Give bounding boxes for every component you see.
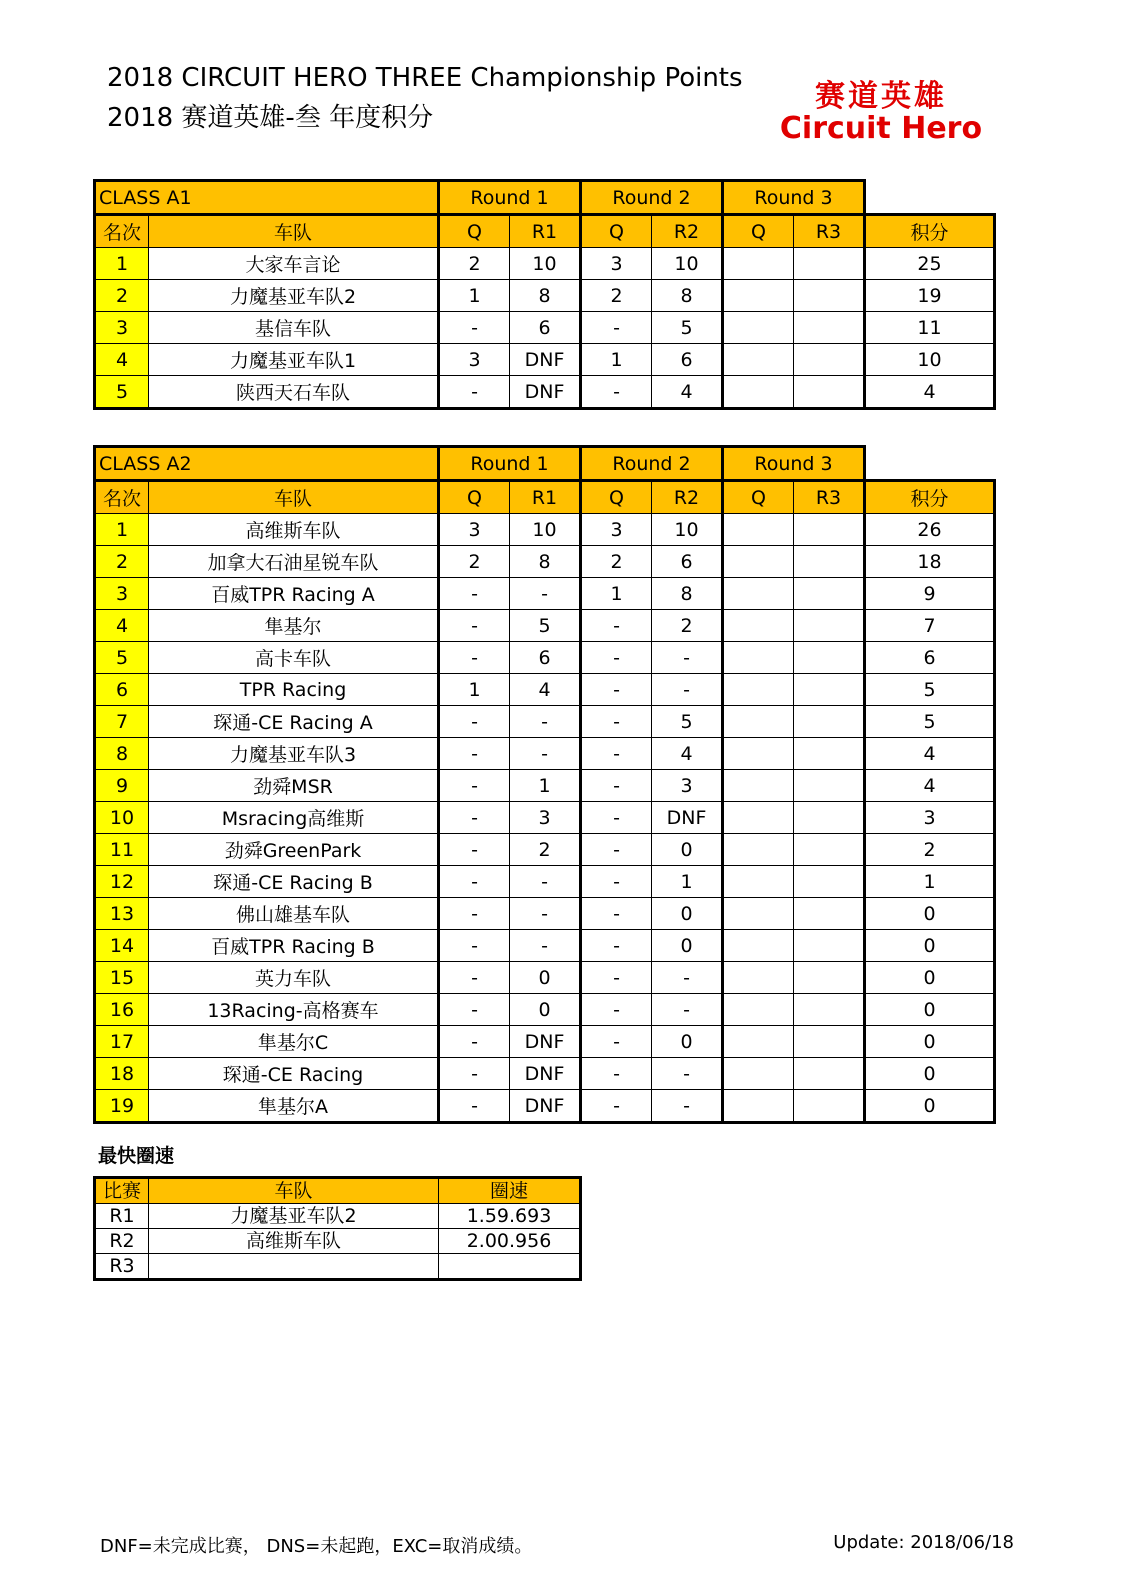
- round1-q-cell: -: [439, 738, 510, 770]
- round2-q-cell: 3: [581, 248, 652, 280]
- race-cell: R1: [95, 1204, 149, 1229]
- team-cell: TPR Racing: [149, 674, 439, 706]
- round1-q-cell: -: [439, 770, 510, 802]
- logo-text-cn: 赛道英雄: [815, 79, 947, 114]
- standings-row: [95, 738, 995, 770]
- class-a2-table: [93, 445, 996, 1124]
- pos-cell: 6: [95, 674, 149, 706]
- standings-row: [95, 1090, 995, 1123]
- round1-r-cell: DNF: [510, 1026, 581, 1058]
- team-cell: 隼基尔C: [149, 1026, 439, 1058]
- round3-q-cell: [723, 1058, 794, 1090]
- page-title: 2018 CIRCUIT HERO THREE Championship Points: [107, 63, 743, 93]
- round3-q-cell: [723, 280, 794, 312]
- round2-r-cell: -: [652, 674, 723, 706]
- round2-r-cell: 0: [652, 1026, 723, 1058]
- q-header: Q: [439, 215, 510, 248]
- race-cell: R2: [95, 1229, 149, 1254]
- team-cell: 加拿大石油星锐车队: [149, 546, 439, 578]
- points-cell: 5: [865, 706, 995, 738]
- round2-q-cell: -: [581, 706, 652, 738]
- round2-q-cell: -: [581, 898, 652, 930]
- standings-row: [95, 312, 995, 344]
- round3-r-cell: [794, 898, 865, 930]
- round1-r-cell: DNF: [510, 1058, 581, 1090]
- round2-q-cell: -: [581, 312, 652, 344]
- round2-r-cell: -: [652, 1090, 723, 1123]
- round3-q-cell: [723, 962, 794, 994]
- round1-q-cell: -: [439, 930, 510, 962]
- round1-r-cell: 4: [510, 674, 581, 706]
- race-cell: R3: [95, 1254, 149, 1280]
- team-cell: Msracing高维斯: [149, 802, 439, 834]
- round2-r-cell: 4: [652, 376, 723, 409]
- round3-r-cell: [794, 248, 865, 280]
- round2-r-cell: -: [652, 994, 723, 1026]
- round1-header: Round 1: [439, 447, 581, 481]
- points-cell: 0: [865, 898, 995, 930]
- round2-r-cell: 0: [652, 930, 723, 962]
- points-cell: 0: [865, 994, 995, 1026]
- r3-header: R3: [794, 481, 865, 514]
- team-cell: 琛通-CE Racing A: [149, 706, 439, 738]
- points-cell: 0: [865, 962, 995, 994]
- standings-row: [95, 834, 995, 866]
- round2-r-cell: 6: [652, 344, 723, 376]
- team-cell: 琛通-CE Racing: [149, 1058, 439, 1090]
- pos-cell: 11: [95, 834, 149, 866]
- round2-q-cell: 1: [581, 344, 652, 376]
- round1-q-cell: -: [439, 312, 510, 344]
- r2-header: R2: [652, 215, 723, 248]
- round2-r-cell: 2: [652, 610, 723, 642]
- team-cell: 隼基尔: [149, 610, 439, 642]
- team-cell: 百威TPR Racing B: [149, 930, 439, 962]
- round3-q-cell: [723, 994, 794, 1026]
- round1-q-cell: -: [439, 802, 510, 834]
- r1-header: R1: [510, 215, 581, 248]
- points-header: 积分: [865, 215, 995, 248]
- round1-q-cell: -: [439, 898, 510, 930]
- fastest-lap-row: [95, 1229, 581, 1254]
- round1-r-cell: 1: [510, 770, 581, 802]
- round2-q-cell: 3: [581, 514, 652, 546]
- round1-q-cell: -: [439, 834, 510, 866]
- round1-r-cell: DNF: [510, 344, 581, 376]
- standings-row: [95, 578, 995, 610]
- round1-q-cell: -: [439, 962, 510, 994]
- round1-r-cell: 6: [510, 312, 581, 344]
- round1-q-cell: -: [439, 706, 510, 738]
- team-header: 车队: [149, 1178, 439, 1204]
- class-a2-column-header: [95, 481, 995, 514]
- round2-r-cell: -: [652, 1058, 723, 1090]
- round2-q-cell: -: [581, 770, 652, 802]
- round1-r-cell: -: [510, 866, 581, 898]
- round2-r-cell: 3: [652, 770, 723, 802]
- round1-q-cell: 3: [439, 344, 510, 376]
- round2-r-cell: 5: [652, 312, 723, 344]
- team-cell: 力魔基亚车队2: [149, 1204, 439, 1229]
- round1-r-cell: -: [510, 898, 581, 930]
- round1-r-cell: 8: [510, 280, 581, 312]
- round3-q-cell: [723, 802, 794, 834]
- round3-r-cell: [794, 994, 865, 1026]
- round2-q-cell: -: [581, 866, 652, 898]
- pos-cell: 4: [95, 610, 149, 642]
- pos-cell: 3: [95, 578, 149, 610]
- round1-r-cell: -: [510, 706, 581, 738]
- blank-cell: [865, 447, 995, 481]
- round2-header: Round 2: [581, 447, 723, 481]
- round3-r-cell: [794, 642, 865, 674]
- round2-r-cell: 5: [652, 706, 723, 738]
- round3-q-cell: [723, 376, 794, 409]
- team-cell: 英力车队: [149, 962, 439, 994]
- round2-q-cell: -: [581, 1058, 652, 1090]
- lap-header: 圈速: [439, 1178, 581, 1204]
- q-header: Q: [723, 481, 794, 514]
- round1-r-cell: 2: [510, 834, 581, 866]
- team-cell: 大家车言论: [149, 248, 439, 280]
- pos-cell: 4: [95, 344, 149, 376]
- lap-cell: 1.59.693: [439, 1204, 581, 1229]
- round3-q-cell: [723, 834, 794, 866]
- round2-r-cell: 6: [652, 546, 723, 578]
- pos-cell: 5: [95, 642, 149, 674]
- round3-header: Round 3: [723, 447, 865, 481]
- points-header: 积分: [865, 481, 995, 514]
- pos-cell: 17: [95, 1026, 149, 1058]
- q-header: Q: [723, 215, 794, 248]
- points-cell: 10: [865, 344, 995, 376]
- points-cell: 26: [865, 514, 995, 546]
- round2-r-cell: 0: [652, 834, 723, 866]
- round3-r-cell: [794, 706, 865, 738]
- class-a1-label: CLASS A1: [95, 181, 439, 215]
- fastest-lap-row: [95, 1254, 581, 1280]
- standings-row: [95, 930, 995, 962]
- standings-row: [95, 1058, 995, 1090]
- standings-row: [95, 962, 995, 994]
- standings-row: [95, 994, 995, 1026]
- class-a2-label: CLASS A2: [95, 447, 439, 481]
- round1-r-cell: 10: [510, 514, 581, 546]
- round3-q-cell: [723, 706, 794, 738]
- points-cell: 0: [865, 1058, 995, 1090]
- q-header: Q: [581, 481, 652, 514]
- round3-r-cell: [794, 770, 865, 802]
- round3-r-cell: [794, 930, 865, 962]
- round1-r-cell: DNF: [510, 376, 581, 409]
- footnote: DNF=未完成比赛， DNS=未起跑，EXC=取消成绩。: [100, 1536, 533, 1557]
- fastest-lap-title: 最快圈速: [98, 1145, 175, 1167]
- team-cell: 力魔基亚车队2: [149, 280, 439, 312]
- standings-row: [95, 1026, 995, 1058]
- round2-r-cell: 10: [652, 248, 723, 280]
- points-cell: 0: [865, 930, 995, 962]
- standings-row: [95, 280, 995, 312]
- round3-q-cell: [723, 1026, 794, 1058]
- pos-cell: 10: [95, 802, 149, 834]
- team-cell: 高维斯车队: [149, 1229, 439, 1254]
- team-cell: 琛通-CE Racing B: [149, 866, 439, 898]
- round1-q-cell: 1: [439, 280, 510, 312]
- points-cell: 11: [865, 312, 995, 344]
- pos-cell: 5: [95, 376, 149, 409]
- pos-cell: 18: [95, 1058, 149, 1090]
- round1-q-cell: -: [439, 1026, 510, 1058]
- round1-q-cell: 3: [439, 514, 510, 546]
- round2-r-cell: 1: [652, 866, 723, 898]
- standings-row: [95, 674, 995, 706]
- round2-r-cell: 0: [652, 898, 723, 930]
- round3-r-cell: [794, 578, 865, 610]
- team-header: 车队: [149, 481, 439, 514]
- pos-cell: 12: [95, 866, 149, 898]
- round1-r-cell: DNF: [510, 1090, 581, 1123]
- pos-cell: 1: [95, 248, 149, 280]
- team-cell: 13Racing-高格赛车: [149, 994, 439, 1026]
- round1-q-cell: -: [439, 866, 510, 898]
- standings-row: [95, 514, 995, 546]
- team-header: 车队: [149, 215, 439, 248]
- round1-q-cell: 2: [439, 546, 510, 578]
- points-cell: 0: [865, 1026, 995, 1058]
- round2-q-cell: 2: [581, 280, 652, 312]
- team-cell: 高卡车队: [149, 642, 439, 674]
- round3-r-cell: [794, 1090, 865, 1123]
- round3-q-cell: [723, 930, 794, 962]
- points-cell: 4: [865, 738, 995, 770]
- round2-r-cell: -: [652, 962, 723, 994]
- round1-q-cell: -: [439, 994, 510, 1026]
- points-cell: 5: [865, 674, 995, 706]
- team-cell: 力魔基亚车队1: [149, 344, 439, 376]
- round3-r-cell: [794, 546, 865, 578]
- standings-row: [95, 898, 995, 930]
- pos-cell: 2: [95, 280, 149, 312]
- team-cell: 基信车队: [149, 312, 439, 344]
- class-a1-table: [93, 179, 996, 410]
- round3-q-cell: [723, 610, 794, 642]
- page-subtitle: 2018 赛道英雄-叁 年度积分: [107, 103, 434, 133]
- round3-r-cell: [794, 1026, 865, 1058]
- points-cell: 7: [865, 610, 995, 642]
- r3-header: R3: [794, 215, 865, 248]
- round2-q-cell: -: [581, 802, 652, 834]
- points-cell: 25: [865, 248, 995, 280]
- standings-row: [95, 248, 995, 280]
- round1-q-cell: 2: [439, 248, 510, 280]
- points-cell: 4: [865, 376, 995, 409]
- standings-row: [95, 866, 995, 898]
- pos-cell: 1: [95, 514, 149, 546]
- round1-q-cell: -: [439, 376, 510, 409]
- round3-q-cell: [723, 344, 794, 376]
- round3-r-cell: [794, 834, 865, 866]
- race-header: 比赛: [95, 1178, 149, 1204]
- round3-r-cell: [794, 312, 865, 344]
- round3-r-cell: [794, 344, 865, 376]
- round2-r-cell: 8: [652, 280, 723, 312]
- team-cell: 佛山雄基车队: [149, 898, 439, 930]
- pos-cell: 13: [95, 898, 149, 930]
- standings-row: [95, 610, 995, 642]
- team-cell: 力魔基亚车队3: [149, 738, 439, 770]
- round3-q-cell: [723, 866, 794, 898]
- points-cell: 4: [865, 770, 995, 802]
- pos-header: 名次: [95, 215, 149, 248]
- round3-q-cell: [723, 642, 794, 674]
- class-a1-column-header: [95, 215, 995, 248]
- round3-q-cell: [723, 546, 794, 578]
- lap-cell: 2.00.956: [439, 1229, 581, 1254]
- round2-r-cell: DNF: [652, 802, 723, 834]
- standings-row: [95, 546, 995, 578]
- round2-header: Round 2: [581, 181, 723, 215]
- class-a1-round-header: [95, 181, 995, 215]
- round1-q-cell: -: [439, 610, 510, 642]
- standings-row: [95, 642, 995, 674]
- pos-cell: 15: [95, 962, 149, 994]
- round2-r-cell: 10: [652, 514, 723, 546]
- standings-row: [95, 706, 995, 738]
- round1-r-cell: 0: [510, 962, 581, 994]
- pos-cell: 14: [95, 930, 149, 962]
- points-cell: 18: [865, 546, 995, 578]
- pos-cell: 7: [95, 706, 149, 738]
- round1-r-cell: 5: [510, 610, 581, 642]
- round3-r-cell: [794, 962, 865, 994]
- round2-r-cell: -: [652, 642, 723, 674]
- round3-header: Round 3: [723, 181, 865, 215]
- pos-header: 名次: [95, 481, 149, 514]
- fastest-lap-header: [95, 1178, 581, 1204]
- round3-q-cell: [723, 738, 794, 770]
- round2-q-cell: -: [581, 962, 652, 994]
- round3-r-cell: [794, 738, 865, 770]
- round2-r-cell: 8: [652, 578, 723, 610]
- r1-header: R1: [510, 481, 581, 514]
- team-cell: 劲舜MSR: [149, 770, 439, 802]
- round1-r-cell: 0: [510, 994, 581, 1026]
- round1-r-cell: 8: [510, 546, 581, 578]
- round2-q-cell: -: [581, 930, 652, 962]
- round3-r-cell: [794, 866, 865, 898]
- update-date: Update: 2018/06/18: [833, 1532, 1014, 1553]
- round3-r-cell: [794, 674, 865, 706]
- points-cell: 1: [865, 866, 995, 898]
- round2-q-cell: -: [581, 1026, 652, 1058]
- round3-r-cell: [794, 802, 865, 834]
- round3-q-cell: [723, 248, 794, 280]
- fastest-lap-row: [95, 1204, 581, 1229]
- circuit-hero-logo: [756, 80, 1006, 144]
- pos-cell: 2: [95, 546, 149, 578]
- round3-r-cell: [794, 280, 865, 312]
- round1-r-cell: -: [510, 738, 581, 770]
- team-cell: 劲舜GreenPark: [149, 834, 439, 866]
- pos-cell: 8: [95, 738, 149, 770]
- round1-header: Round 1: [439, 181, 581, 215]
- round3-q-cell: [723, 1090, 794, 1123]
- round3-q-cell: [723, 674, 794, 706]
- q-header: Q: [439, 481, 510, 514]
- standings-row: [95, 770, 995, 802]
- class-a2-round-header: [95, 447, 995, 481]
- round2-q-cell: -: [581, 674, 652, 706]
- q-header: Q: [581, 215, 652, 248]
- round1-q-cell: -: [439, 1090, 510, 1123]
- round3-r-cell: [794, 376, 865, 409]
- round2-q-cell: -: [581, 610, 652, 642]
- points-cell: 0: [865, 1090, 995, 1123]
- blank-cell: [865, 181, 995, 215]
- round2-r-cell: 4: [652, 738, 723, 770]
- round1-q-cell: -: [439, 642, 510, 674]
- points-cell: 9: [865, 578, 995, 610]
- round1-r-cell: -: [510, 930, 581, 962]
- points-cell: 6: [865, 642, 995, 674]
- round2-q-cell: -: [581, 738, 652, 770]
- round3-q-cell: [723, 898, 794, 930]
- round3-q-cell: [723, 578, 794, 610]
- round3-q-cell: [723, 312, 794, 344]
- round1-q-cell: -: [439, 1058, 510, 1090]
- pos-cell: 9: [95, 770, 149, 802]
- round3-r-cell: [794, 514, 865, 546]
- lap-cell: [439, 1254, 581, 1280]
- fastest-lap-table: [93, 1176, 582, 1281]
- round2-q-cell: 2: [581, 546, 652, 578]
- points-cell: 19: [865, 280, 995, 312]
- round1-r-cell: 3: [510, 802, 581, 834]
- round3-q-cell: [723, 770, 794, 802]
- points-cell: 3: [865, 802, 995, 834]
- standings-row: [95, 376, 995, 409]
- round1-q-cell: -: [439, 578, 510, 610]
- team-cell: 百威TPR Racing A: [149, 578, 439, 610]
- team-cell: 高维斯车队: [149, 514, 439, 546]
- round1-q-cell: 1: [439, 674, 510, 706]
- round3-r-cell: [794, 1058, 865, 1090]
- round3-q-cell: [723, 514, 794, 546]
- round2-q-cell: 1: [581, 578, 652, 610]
- round2-q-cell: -: [581, 1090, 652, 1123]
- standings-row: [95, 802, 995, 834]
- team-cell: [149, 1254, 439, 1280]
- r2-header: R2: [652, 481, 723, 514]
- logo-text-en: Circuit Hero: [779, 111, 983, 146]
- round1-r-cell: 6: [510, 642, 581, 674]
- pos-cell: 16: [95, 994, 149, 1026]
- standings-row: [95, 344, 995, 376]
- round2-q-cell: -: [581, 642, 652, 674]
- pos-cell: 3: [95, 312, 149, 344]
- round2-q-cell: -: [581, 994, 652, 1026]
- round2-q-cell: -: [581, 376, 652, 409]
- team-cell: 陕西天石车队: [149, 376, 439, 409]
- round3-r-cell: [794, 610, 865, 642]
- round2-q-cell: -: [581, 834, 652, 866]
- team-cell: 隼基尔A: [149, 1090, 439, 1123]
- round1-r-cell: 10: [510, 248, 581, 280]
- pos-cell: 19: [95, 1090, 149, 1123]
- round1-r-cell: -: [510, 578, 581, 610]
- points-cell: 2: [865, 834, 995, 866]
